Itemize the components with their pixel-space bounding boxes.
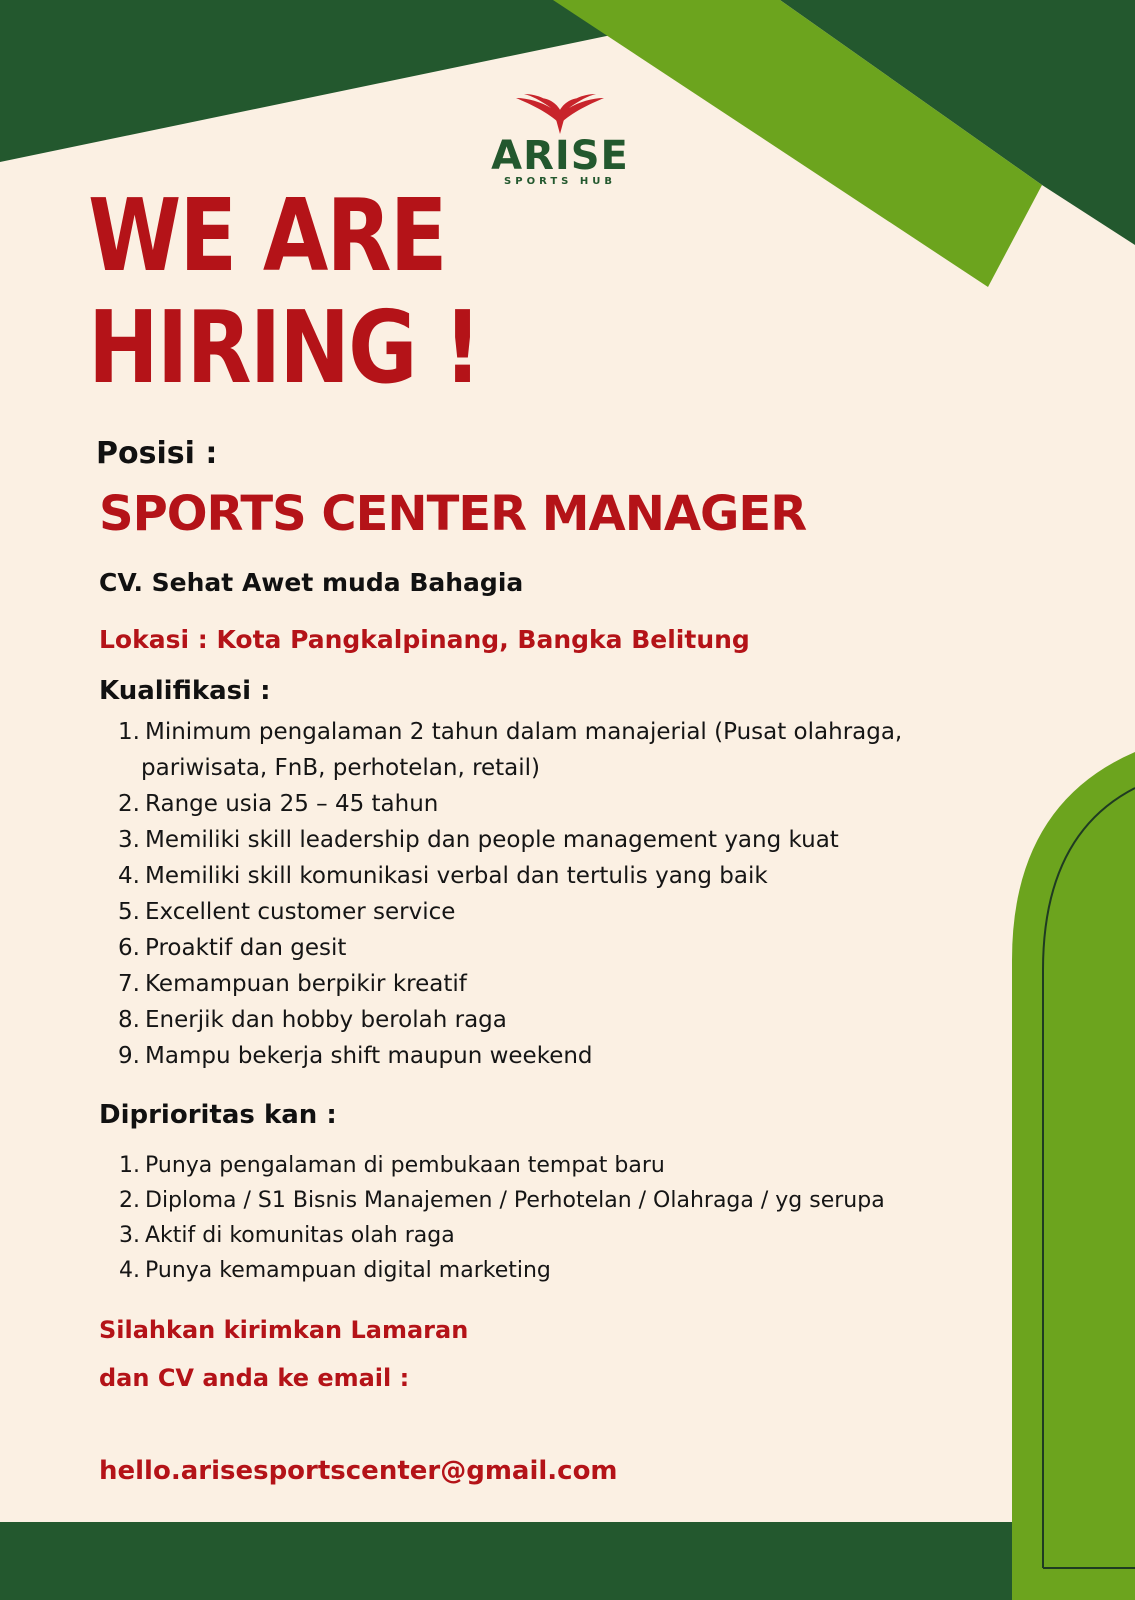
list-item (116, 1038, 902, 1074)
list-text: Mampu bekerja shift maupun weekend (145, 1043, 593, 1069)
list-number: 9. (118, 1043, 140, 1069)
list-text: Aktif di komunitas olah raga (145, 1223, 455, 1248)
headline-line-1: WE ARE (88, 177, 446, 294)
list-number: 6. (118, 935, 140, 961)
position-title: SPORTS CENTER MANAGER (99, 486, 807, 542)
logo-tagline: SPORTS HUB (504, 176, 616, 187)
list-text: Memiliki skill leadership dan people management yang kuat (145, 827, 839, 853)
list-number: 2. (119, 1188, 140, 1213)
apply-instruction-line-2: dan CV anda ke email : (99, 1364, 410, 1392)
list-item (116, 894, 902, 930)
qualifications-label: Kualifikasi : (99, 676, 271, 706)
contact-email: hello.arisesportscenter@gmail.com (99, 1456, 618, 1486)
priorities-label: Diprioritas kan : (99, 1100, 337, 1130)
logo-brand: ARISE (491, 133, 629, 179)
apply-instruction-line-1: Silahkan kirimkan Lamaran (99, 1316, 469, 1344)
list-item (116, 1002, 902, 1038)
company-name: CV. Sehat Awet muda Bahagia (99, 568, 524, 597)
list-number: 4. (118, 863, 140, 889)
list-text: Range usia 25 – 45 tahun (145, 791, 439, 817)
list-number: 1. (118, 719, 140, 745)
list-text: Enerjik dan hobby berolah raga (145, 1007, 507, 1033)
list-item (116, 822, 902, 858)
list-number: 4. (119, 1258, 140, 1283)
list-text: Memiliki skill komunikasi verbal dan tertulis yang baik (145, 863, 768, 889)
bottom-dark-bar (0, 1522, 1135, 1600)
list-item (116, 1218, 885, 1253)
list-text: Diploma / S1 Bisnis Manajemen / Perhotelan / Olahraga / yg serupa (145, 1188, 885, 1213)
list-item (116, 714, 902, 786)
list-number: 3. (118, 827, 140, 853)
location-text: Lokasi : Kota Pangkalpinang, Bangka Belitung (99, 625, 750, 654)
headline-line-2: HIRING ! (88, 289, 480, 406)
list-item (116, 966, 902, 1002)
list-text: Excellent customer service (145, 899, 456, 925)
list-number: 3. (119, 1223, 140, 1248)
list-text: Punya pengalaman di pembukaan tempat baru (145, 1153, 665, 1178)
arise-logo (480, 96, 640, 188)
list-number: 5. (118, 899, 140, 925)
list-item (116, 858, 902, 894)
priorities-list (116, 1148, 885, 1288)
list-item (116, 1183, 885, 1218)
right-green-arch (1012, 752, 1135, 1600)
list-item (116, 786, 902, 822)
list-item (116, 1148, 885, 1183)
list-text: Minimum pengalaman 2 tahun dalam manajerial (Pusat olahraga, (145, 719, 903, 745)
list-item (116, 930, 902, 966)
list-number: 1. (119, 1153, 140, 1178)
qualifications-list (116, 714, 902, 1074)
list-number: 7. (118, 971, 140, 997)
list-text: Kemampuan berpikir kreatif (145, 971, 467, 997)
position-label: Posisi : (96, 436, 218, 471)
list-number: 2. (118, 791, 140, 817)
list-text: Proaktif dan gesit (145, 935, 347, 961)
list-text: Punya kemampuan digital marketing (145, 1258, 551, 1283)
list-item (116, 1253, 885, 1288)
list-number: 8. (118, 1007, 140, 1033)
list-text-continued: pariwisata, FnB, perhotelan, retail) (141, 755, 541, 781)
